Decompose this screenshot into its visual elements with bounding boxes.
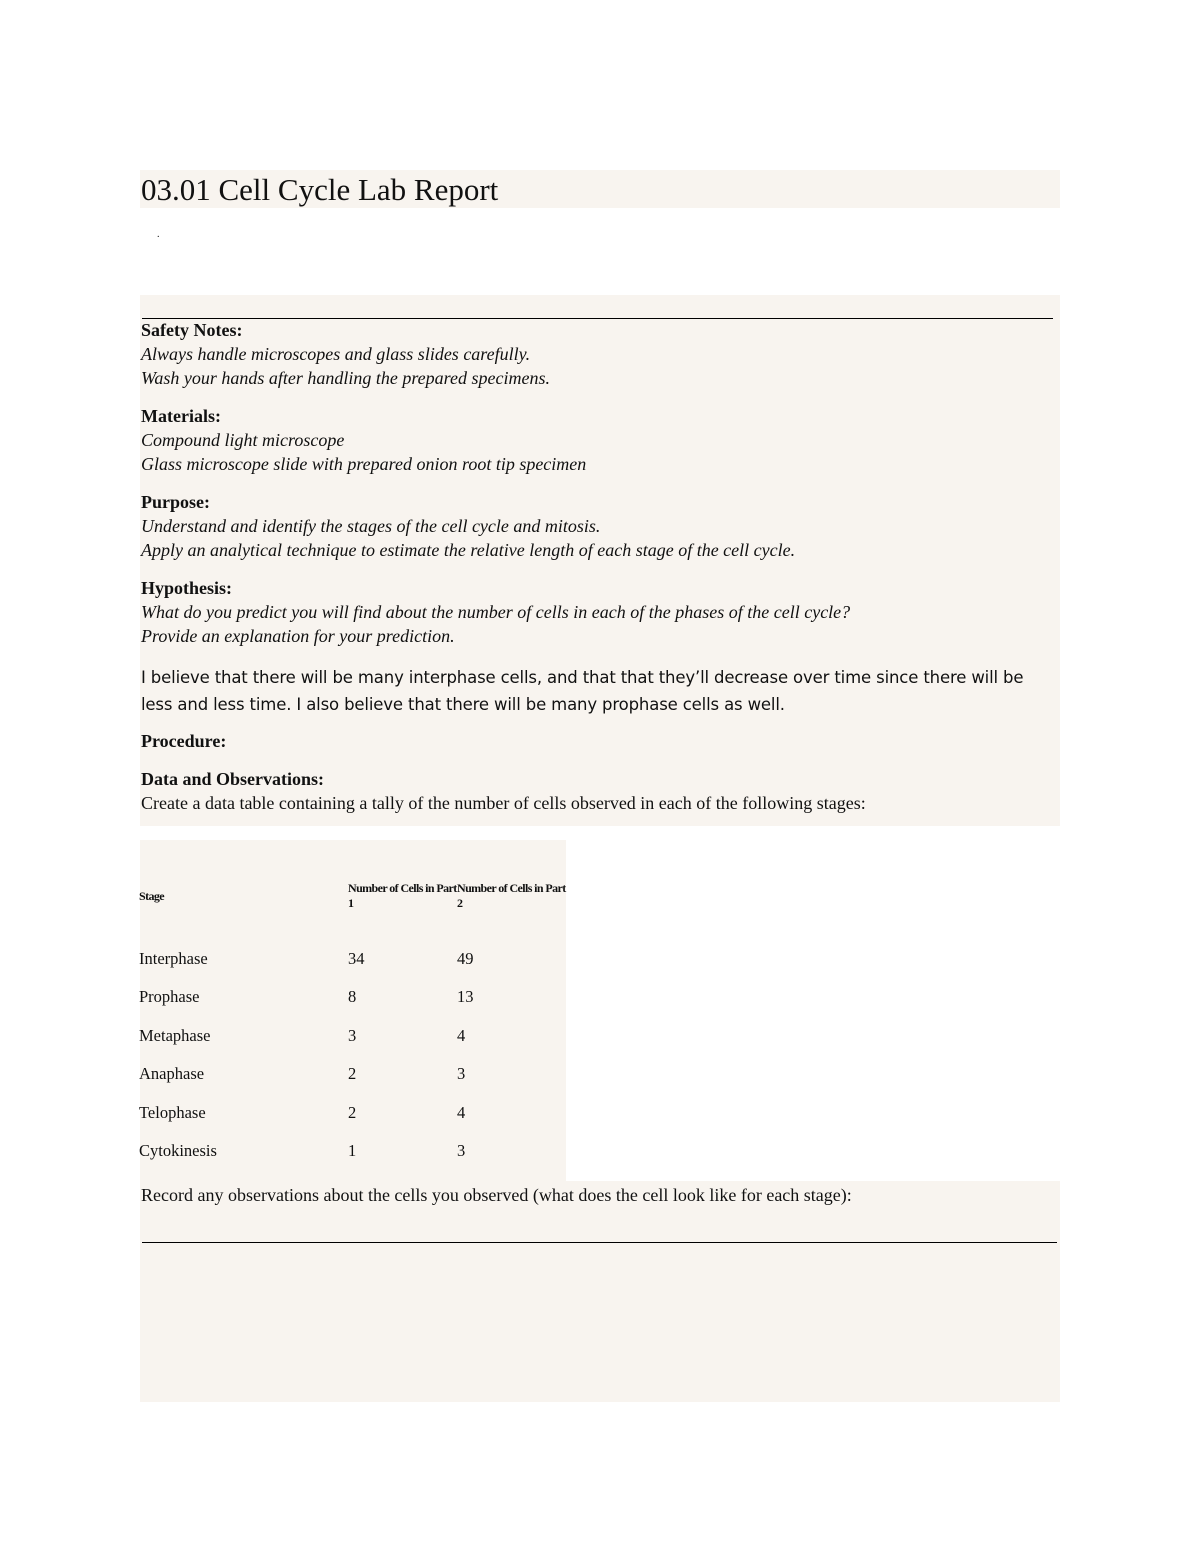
table-row (139, 1102, 569, 1140)
part2-count-cell: 49 (457, 949, 474, 968)
part1-count-cell: 2 (348, 1064, 357, 1084)
part2-count-cell: 3 (457, 1064, 466, 1084)
materials-line: Compound light microscope (141, 430, 345, 450)
section-heading: Data and Observations: (141, 769, 325, 789)
purpose-line: Apply an analytical technique to estimate the relative length of each stage of the cell cycle. (141, 540, 796, 560)
procedure-heading: Procedure: (141, 731, 227, 751)
part2-count-cell: 3 (457, 1140, 466, 1160)
part1-count-cell: 2 (348, 1102, 357, 1122)
data-instruction: Create a data table containing a tally of the number of cells observed in each of the following stages: (141, 793, 866, 813)
table-row (139, 986, 569, 1024)
safety-line: Always handle microscopes and glass slides carefully. (141, 344, 531, 364)
observations-background (140, 1181, 1060, 1402)
part1-count-cell: 1 (348, 1140, 357, 1160)
observations-prompt: Record any observations about the cells you observed (what does the cell look like for each stage): (141, 1185, 852, 1205)
column-header-part1: Number of Cells in Part 1 (348, 881, 457, 910)
hypothesis-line: Provide an explanation for your prediction. (141, 626, 455, 646)
hypothesis-answer: I believe that there will be many interphase cells, and that that they’ll decrease over time since there will be less and less time. I also believe that there will be many prophase cells as well. (141, 668, 1024, 714)
report-body (141, 318, 1059, 815)
materials-section (141, 404, 1059, 476)
table-row (139, 948, 569, 986)
stage-cell: Metaphase (139, 1025, 211, 1045)
table-row (139, 1140, 569, 1178)
part1-count-cell: 3 (348, 1025, 357, 1045)
part2-count-cell: 4 (457, 1102, 466, 1122)
horizontal-rule (142, 1242, 1057, 1243)
section-heading: Materials: (141, 406, 221, 426)
stage-cell: Cytokinesis (139, 1140, 217, 1160)
stage-cell: Anaphase (139, 1064, 205, 1084)
table-row (139, 1063, 569, 1101)
column-header-stage: Stage (139, 889, 164, 903)
document-title: 03.01 Cell Cycle Lab Report (141, 172, 499, 207)
section-heading: Hypothesis: (141, 578, 233, 598)
materials-line: Glass microscope slide with prepared onion root tip specimen (141, 454, 587, 474)
safety-line: Wash your hands after handling the prepared specimens. (141, 368, 550, 388)
hypothesis-section (141, 576, 1059, 718)
stray-mark: . (157, 229, 160, 240)
cell-count-table (139, 840, 569, 1178)
purpose-line: Understand and identify the stages of the cell cycle and mitosis. (141, 516, 601, 536)
part2-count-cell: 13 (457, 987, 474, 1007)
table-row (139, 1025, 569, 1063)
stage-cell: Interphase (139, 949, 208, 968)
safety-section (141, 318, 1059, 390)
section-heading: Purpose: (141, 492, 210, 512)
purpose-section (141, 490, 1059, 562)
data-observations-section (141, 767, 1059, 815)
part1-count-cell: 34 (348, 949, 365, 968)
hypothesis-line: What do you predict you will find about the number of cells in each of the phases of the cell cycle? (141, 602, 851, 622)
part1-count-cell: 8 (348, 987, 357, 1007)
section-heading: Safety Notes: (141, 320, 243, 340)
stage-cell: Prophase (139, 987, 200, 1007)
column-header-part2: Number of Cells in Part 2 (457, 881, 566, 910)
table-header-row (139, 840, 569, 948)
stage-cell: Telophase (139, 1102, 206, 1122)
part2-count-cell: 4 (457, 1025, 466, 1045)
